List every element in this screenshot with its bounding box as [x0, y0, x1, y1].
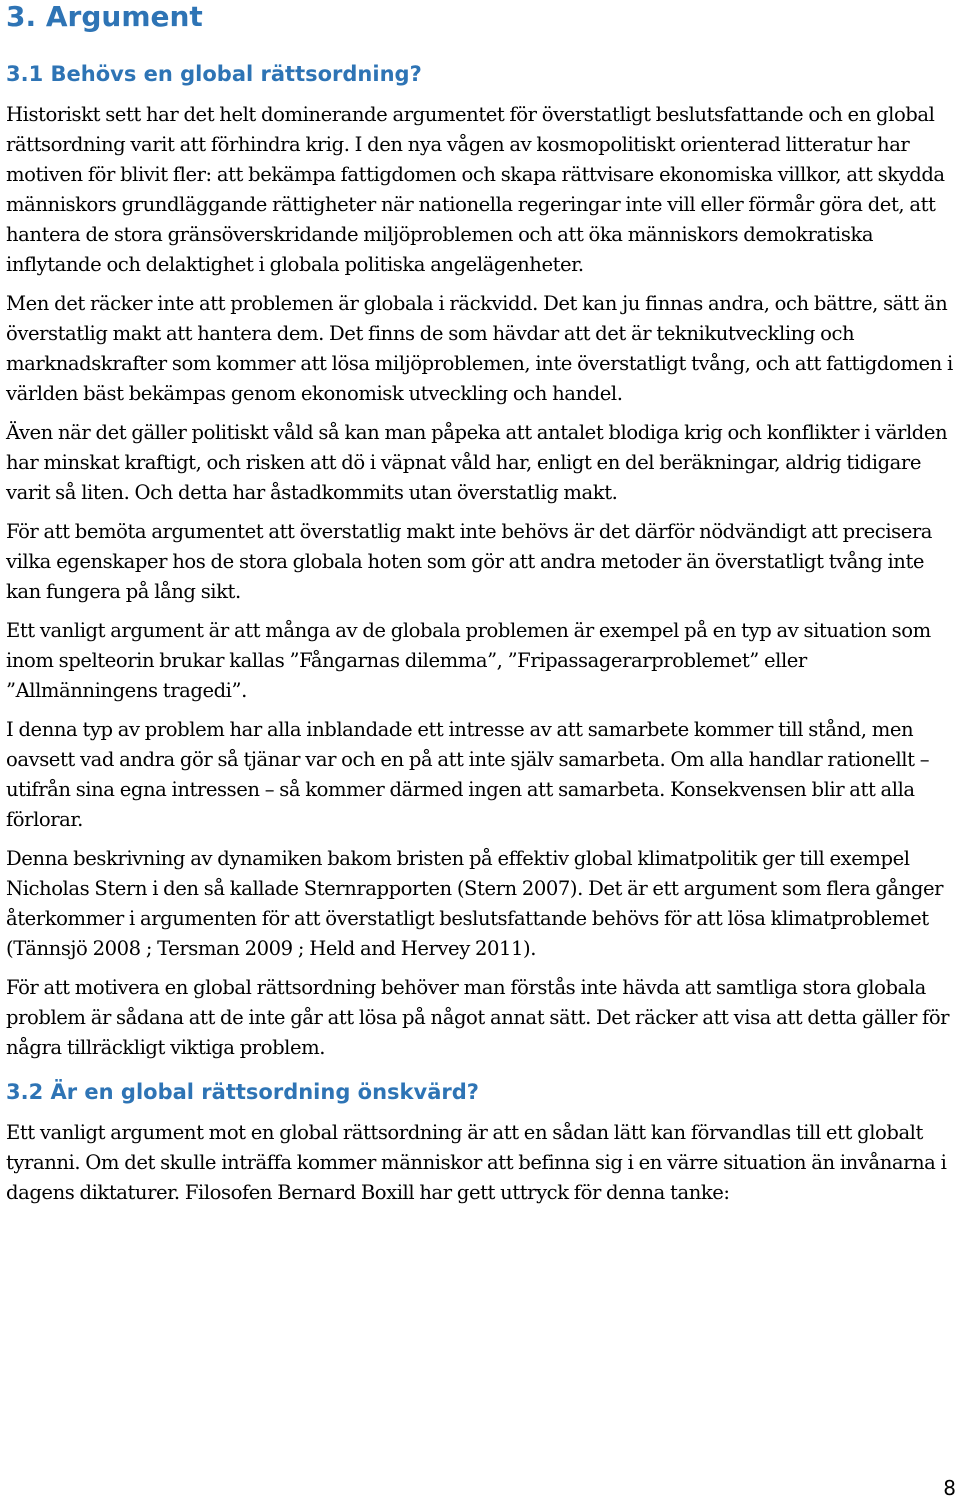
- subsection-title-2: 3.2 Är en global rättsordning önskvärd?: [6, 1080, 479, 1104]
- paragraph-1: Historiskt sett har det helt dominerande argumentet för överstatligt beslutsfattande och en global rättsordning varit att förhindra krig. I den nya vågen av kosmopolitiskt orienterad litteratur har motiven för blivit fler: att bekämpa fattigdomen och skapa rättvisare ekonomiska villkor, att skydda människors grundläggande rättigheter när nationella regeringar inte vill eller förmår göra det, att hantera de stora gränsöverskridande miljöproblemen och att öka människors demokratiska inflytande och delaktighet i globala politiska angelägenheter.: [6, 103, 945, 276]
- paragraph-6: I denna typ av problem har alla inblandade ett intresse av att samarbete kommer till stånd, men oavsett vad andra gör så tjänar var och en på att inte själv samarbeta. Om alla handlar rationellt – utifrån sina egna intressen – så kommer därmed ingen att samarbeta. Konsekvensen blir att alla förlorar.: [6, 718, 930, 831]
- paragraph-4: För att bemöta argumentet att överstatlig makt inte behövs är det därför nödvändigt att precisera vilka egenskaper hos de stora globala hoten som gör att andra metoder än överstatligt tvång inte kan fungera på lång sikt.: [6, 520, 933, 603]
- subsection-title-1: 3.1 Behövs en global rättsordning?: [6, 62, 422, 86]
- paragraph-7: Denna beskrivning av dynamiken bakom bristen på effektiv global klimatpolitik ger till exempel Nicholas Stern i den så kallade Sternrapporten (Stern 2007). Det är ett argument som flera gånger återkommer i argumenten för att överstatligt beslutsfattande behövs för att lösa klimatproblemet (Tännsjö 2008 ; Tersman 2009 ; Held and Hervey 2011).: [6, 847, 944, 960]
- paragraph-9: Ett vanligt argument mot en global rättsordning är att en sådan lätt kan förvandlas till ett globalt tyranni. Om det skulle inträffa kommer människor att befinna sig i en värre situation än invånarna i dagens diktaturer. Filosofen Bernard Boxill har gett uttryck för denna tanke:: [6, 1121, 947, 1204]
- paragraph-5: Ett vanligt argument är att många av de globala problemen är exempel på en typ av situation som inom spelteorin brukar kallas ”Fångarnas dilemma”, ”Fripassagerarproblemet” eller ”Allmänningens tragedi”.: [6, 619, 931, 702]
- page-number: 8: [943, 1476, 956, 1500]
- paragraph-3: Även när det gäller politiskt våld så kan man påpeka att antalet blodiga krig och konflikter i världen har minskat kraftigt, och risken att dö i väpnat våld har, enligt en del beräkningar, aldrig tidigare varit så liten. Och detta har åstadkommits utan överstatlig makt.: [6, 421, 948, 504]
- paragraph-2: Men det räcker inte att problemen är globala i räckvidd. Det kan ju finnas andra, och bättre, sätt än överstatlig makt att hantera dem. Det finns de som hävdar att det är teknikutveckling och marknadskrafter som kommer att lösa miljöproblemen, inte överstatligt tvång, och att fattigdomen i världen bäst bekämpas genom ekonomisk utveckling och handel.: [6, 292, 953, 405]
- paragraph-8: För att motivera en global rättsordning behöver man förstås inte hävda att samtliga stora globala problem är sådana att de inte går att lösa på något annat sätt. Det räcker att visa att detta gäller för några tillräckligt viktiga problem.: [6, 976, 950, 1059]
- document-page: [6, 0, 954, 1502]
- section-title: 3. Argument: [6, 0, 203, 33]
